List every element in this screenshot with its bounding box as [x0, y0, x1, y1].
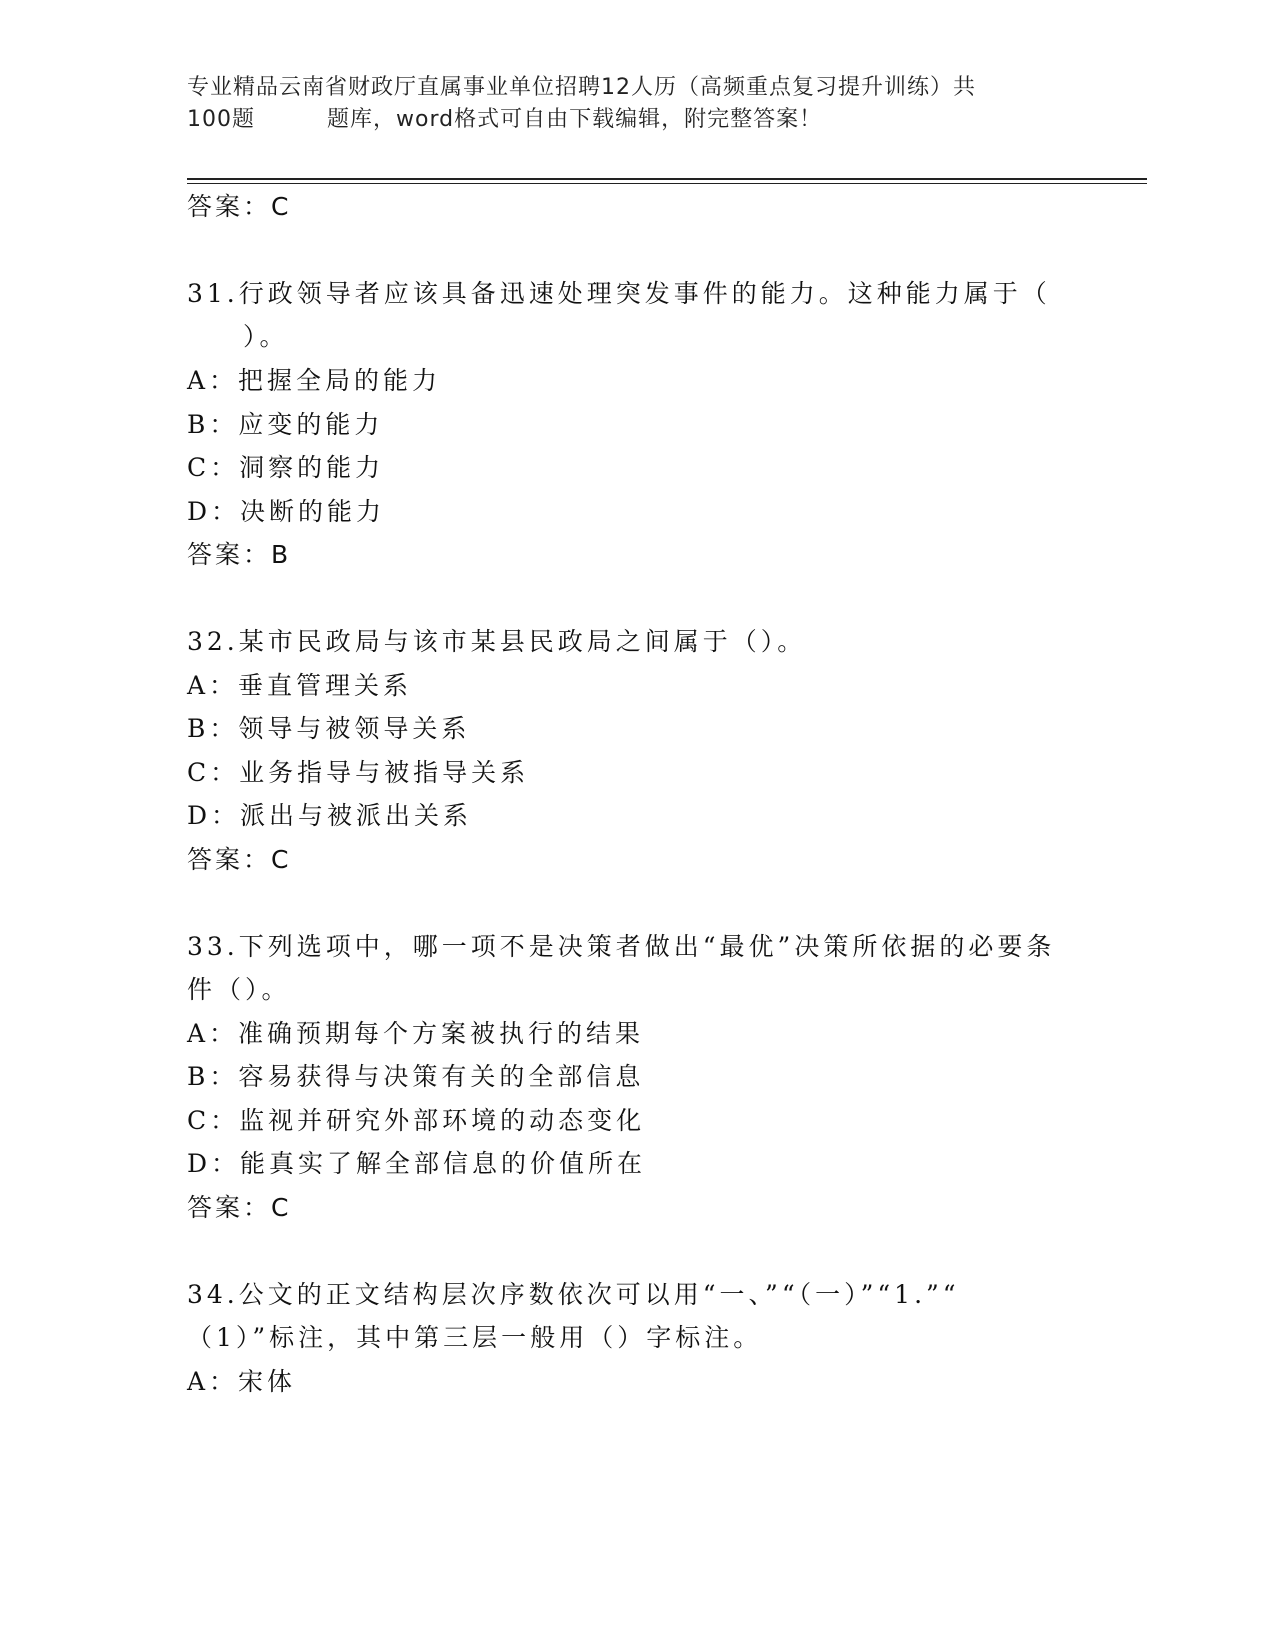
header-divider-thick	[187, 178, 1147, 180]
question-31-option-a: A：把握全局的能力	[187, 366, 442, 395]
question-31-option-c: C：洞察的能力	[187, 453, 385, 482]
question-32-option-c: C：业务指导与被指导关系	[187, 758, 530, 787]
question-32-answer: 答案：C	[187, 845, 292, 874]
question-33-option-b: B：容易获得与决策有关的全部信息	[187, 1062, 645, 1091]
question-31-option-d: D：决断的能力	[187, 497, 386, 526]
question-33-option-c: C：监视并研究外部环境的动态变化	[187, 1106, 646, 1135]
question-32-option-b: B：领导与被领导关系	[187, 714, 471, 743]
question-33-option-d: D：能真实了解全部信息的价值所在	[187, 1149, 647, 1178]
question-33-stem-cont: 件（）。	[187, 975, 291, 1004]
question-34-stem: 34.公文的正文结构层次序数依次可以用“一、”“（一）”“1.”“	[187, 1280, 960, 1309]
question-32-option-d: D：派出与被派出关系	[187, 801, 473, 830]
header-title-line2	[187, 104, 1087, 136]
previous-answer: 答案：C	[187, 192, 292, 221]
question-34-option-a: A：宋体	[187, 1367, 297, 1396]
header-title-line1: 专业精品云南省财政厅直属事业单位招聘12人历（高频重点复习提升训练）共	[187, 75, 976, 100]
page-header	[187, 72, 1087, 136]
question-32-stem: 32.某市民政局与该市某县民政局之间属于（）。	[187, 627, 807, 656]
question-33-option-a: A：准确预期每个方案被执行的结果	[187, 1019, 645, 1048]
header-count: 100题	[187, 107, 255, 132]
question-31-stem: 31.行政领导者应该具备迅速处理突发事件的能力。这种能力属于（	[187, 279, 1051, 308]
question-33-answer: 答案：C	[187, 1193, 292, 1222]
question-33-stem: 33.下列选项中，哪一项不是决策者做出“最优”决策所依据的必要条	[187, 932, 1056, 961]
question-34-stem-cont: （1）”标注，其中第三层一般用（）字标注。	[187, 1323, 763, 1352]
question-31-answer: 答案：B	[187, 540, 292, 569]
header-divider-thin	[187, 183, 1147, 184]
question-31-option-b: B：应变的能力	[187, 410, 384, 439]
header-description: 题库，word格式可自由下载编辑，附完整答案！	[327, 107, 823, 132]
question-31-stem-cont: ）。	[243, 322, 289, 351]
question-32-option-a: A：垂直管理关系	[187, 671, 413, 700]
